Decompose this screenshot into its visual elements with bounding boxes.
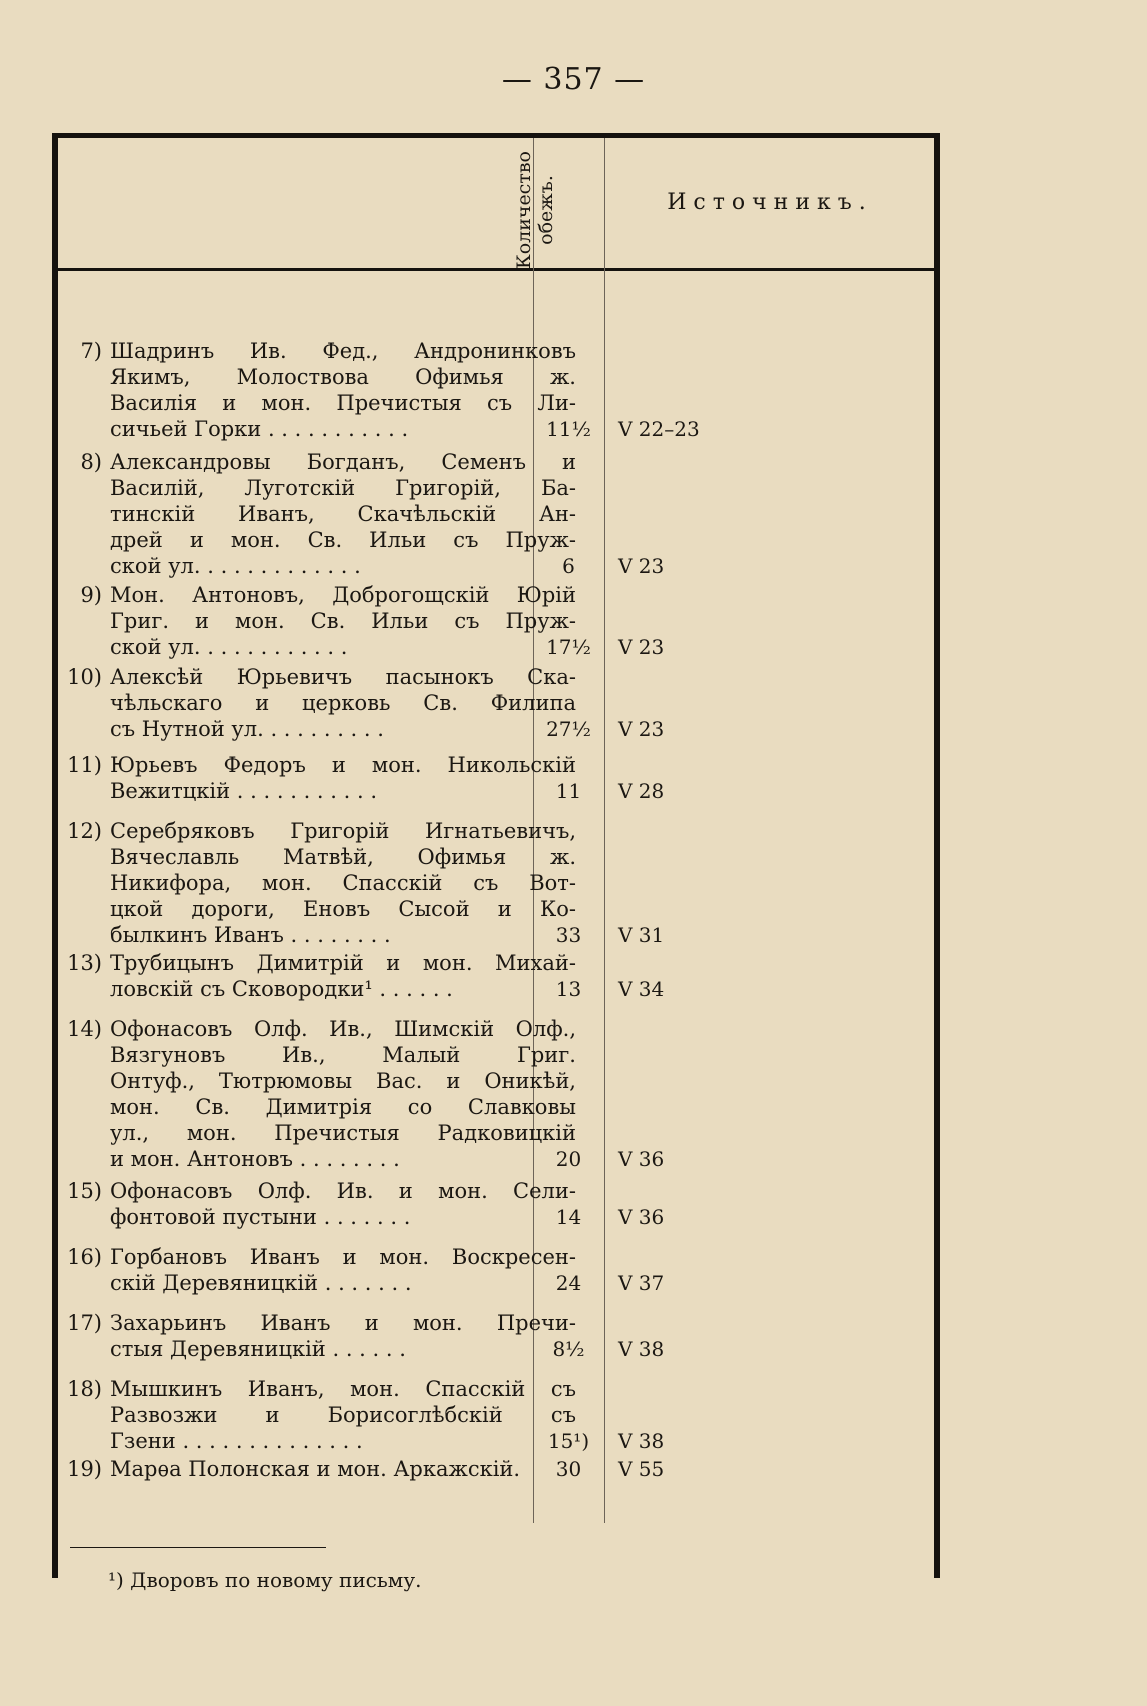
quantity-cell: 27½ — [546, 717, 591, 741]
table-left-border — [52, 133, 58, 1578]
entry-line: Василія и мон. Пречистыя съ Ли- — [110, 391, 576, 415]
entry-number: 14) — [67, 1017, 102, 1041]
entry-text — [110, 449, 576, 579]
header-divider — [52, 268, 940, 271]
entry-line: ской ул. . . . . . . . . . . . . — [110, 554, 361, 578]
entry-line: былкинъ Иванъ . . . . . . . . — [110, 923, 391, 947]
entry-line: Офонасовъ Олф. Ив. и мон. Сели- — [110, 1179, 576, 1203]
entry-line: ул., мон. Пречистыя Радковицкій — [110, 1121, 576, 1145]
entry-line: чѣльскаго и церковь Св. Филипа — [110, 691, 576, 715]
quantity-cell: 20 — [555, 1147, 582, 1171]
source-cell: V 37 — [618, 1271, 665, 1295]
quantity-cell: 13 — [555, 977, 582, 1001]
entry-number: 19) — [67, 1457, 102, 1481]
quantity-cell: 30 — [555, 1457, 582, 1481]
entry-text — [110, 1244, 576, 1296]
quantity-cell: 14 — [555, 1205, 582, 1229]
entry-number: 8) — [80, 450, 102, 474]
header-source: Источникъ. — [667, 190, 873, 215]
entry-number: 11) — [67, 753, 102, 777]
source-cell: V 23 — [618, 554, 665, 578]
entry-text — [110, 1456, 576, 1482]
entry-line: Офонасовъ Олф. Ив., Шимскій Олф., — [110, 1017, 576, 1041]
quantity-cell: 11 — [555, 779, 582, 803]
entry-number: 12) — [67, 819, 102, 843]
entry-text — [110, 950, 576, 1002]
entry-line: Никифора, мон. Спасскій съ Вот- — [110, 871, 576, 895]
entry-line: Мышкинъ Иванъ, мон. Спасскій съ — [110, 1377, 576, 1401]
quantity-cell: 15¹) — [547, 1429, 590, 1453]
source-cell: V 23 — [618, 635, 665, 659]
entry-line: Вежитцкій . . . . . . . . . . . — [110, 779, 377, 803]
entry-line: Вязгуновъ Ив., Малый Григ. — [110, 1043, 576, 1067]
entry-line: тинскій Иванъ, Скачѣльскій Ан- — [110, 502, 576, 526]
entry-line: и мон. Антоновъ . . . . . . . . — [110, 1147, 400, 1171]
quantity-cell: 11½ — [546, 417, 591, 441]
entry-number: 18) — [67, 1377, 102, 1401]
quantity-cell: 8½ — [552, 1337, 585, 1361]
quantity-cell: 6 — [562, 554, 575, 578]
page-number: — 357 — — [501, 62, 646, 97]
source-cell: V 55 — [618, 1457, 665, 1481]
entry-line: скій Деревяницкій . . . . . . . — [110, 1271, 412, 1295]
entry-line: Серебряковъ Григорій Игнатьевичъ, — [110, 819, 576, 843]
source-cell: V 34 — [618, 977, 665, 1001]
source-cell: V 36 — [618, 1205, 665, 1229]
entry-line: ловскій съ Сковородки¹ . . . . . . — [110, 977, 453, 1001]
header-quantity: Количество обежъ. — [513, 151, 557, 269]
entry-text — [110, 582, 576, 660]
entry-line: Онтуф., Тютрюмовы Вас. и Оникѣй, — [110, 1069, 576, 1093]
entry-text — [110, 1016, 576, 1172]
source-cell: V 38 — [618, 1429, 665, 1453]
entry-number: 7) — [80, 339, 102, 363]
source-cell: V 28 — [618, 779, 665, 803]
entry-line: Вячеславль Матвѣй, Офимья ж. — [110, 845, 576, 869]
entry-line: съ Нутной ул. . . . . . . . . . — [110, 717, 384, 741]
entry-line: Шадринъ Ив. Фед., Андронинковъ — [110, 339, 576, 363]
source-cell: V 22–23 — [618, 417, 700, 441]
entry-number: 15) — [67, 1179, 102, 1203]
entry-line: цкой дороги, Еновъ Сысой и Ко- — [110, 897, 576, 921]
table-right-border — [934, 133, 940, 1578]
entry-number: 13) — [67, 951, 102, 975]
entry-line: Якимъ, Молоствова Офимья ж. — [110, 365, 576, 389]
entry-line: Развозжи и Борисоглѣбскій съ — [110, 1403, 576, 1427]
entry-number: 17) — [67, 1311, 102, 1335]
entry-line: Мон. Антоновъ, Доброгощскій Юрій — [110, 583, 576, 607]
entry-line: Гзени . . . . . . . . . . . . . . — [110, 1429, 363, 1453]
entry-line: Трубицынъ Димитрій и мон. Михай- — [110, 951, 576, 975]
entry-text — [110, 1178, 576, 1230]
entry-text — [110, 818, 576, 948]
entry-number: 10) — [67, 665, 102, 689]
entry-text — [110, 338, 576, 442]
entry-text — [110, 1376, 576, 1454]
quantity-cell: 33 — [555, 923, 582, 947]
quantity-cell: 24 — [555, 1271, 582, 1295]
entry-number: 9) — [80, 583, 102, 607]
entry-line: стыя Деревяницкій . . . . . . — [110, 1337, 406, 1361]
entry-text — [110, 664, 576, 742]
entry-line: Александровы Богданъ, Семенъ и — [110, 450, 576, 474]
quantity-cell: 17½ — [546, 635, 591, 659]
entry-line: Василій, Луготскій Григорій, Ба- — [110, 476, 576, 500]
entry-text — [110, 1310, 576, 1362]
source-cell: V 36 — [618, 1147, 665, 1171]
entry-line: сичьей Горки . . . . . . . . . . . — [110, 417, 409, 441]
source-cell: V 23 — [618, 717, 665, 741]
footnote: ¹) Дворовъ по новому письму. — [108, 1568, 422, 1592]
entry-line: ской ул. . . . . . . . . . . . — [110, 635, 348, 659]
entry-line: Марѳа Полонская и мон. Аркажскій. — [110, 1457, 521, 1481]
source-cell: V 31 — [618, 923, 665, 947]
entry-line: фонтовой пустыни . . . . . . . — [110, 1205, 411, 1229]
entry-line: дрей и мон. Св. Ильи съ Пруж- — [110, 528, 576, 552]
entry-line: Алексѣй Юрьевичъ пасынокъ Ска- — [110, 665, 576, 689]
entry-line: Горбановъ Иванъ и мон. Воскресен- — [110, 1245, 576, 1269]
entry-number: 16) — [67, 1245, 102, 1269]
table-top-border — [52, 133, 940, 138]
source-cell: V 38 — [618, 1337, 665, 1361]
entry-text — [110, 752, 576, 804]
entry-line: мон. Св. Димитрія со Славковы — [110, 1095, 576, 1119]
footnote-divider — [70, 1547, 326, 1548]
entry-line: Захарьинъ Иванъ и мон. Пречи- — [110, 1311, 576, 1335]
entry-line: Григ. и мон. Св. Ильи съ Пруж- — [110, 609, 576, 633]
column-divider-source — [604, 138, 605, 1523]
entry-line: Юрьевъ Федоръ и мон. Никольскій — [110, 753, 576, 777]
